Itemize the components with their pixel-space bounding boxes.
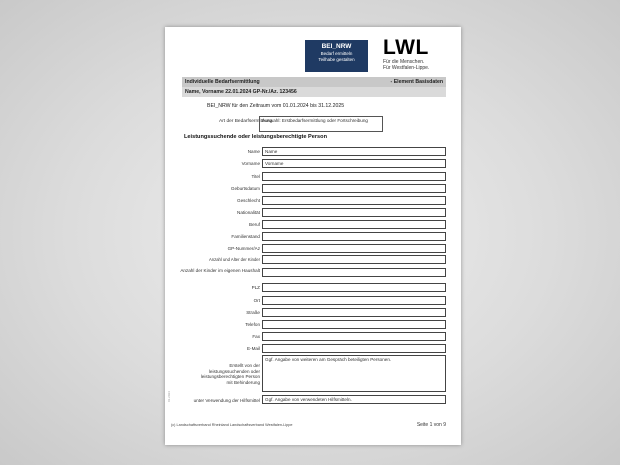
hilfsmittel-field[interactable]: Ggf. Angabe von verwendeten Hilfsmitteln. — [262, 395, 446, 404]
document-page — [165, 27, 461, 445]
label-plz: PLZ — [251, 285, 260, 290]
label-geschlecht: Geschlecht — [237, 198, 260, 203]
bei-nrw-logo — [305, 40, 368, 72]
geschlecht-field[interactable] — [262, 196, 446, 205]
lwl-logo-mark: LWL — [383, 36, 429, 59]
label-geburtsdatum: Geburtsdatum — [230, 186, 260, 191]
bei-logo-title: BEI_NRW — [321, 43, 352, 50]
label-kinder-haushalt: Anzahl der Kinder im eigenen Haushalt — [180, 268, 260, 273]
kinder-alter-field[interactable] — [262, 255, 446, 264]
strasse-field[interactable] — [262, 308, 446, 317]
label-erstellt: Erstellt von der leistungssuchenden oder leistungsberechtigten Person mit Behinderung — [200, 363, 260, 385]
bei-logo-line1: Bedarf ermitteln — [320, 51, 353, 56]
familienstand-field[interactable] — [262, 232, 446, 241]
nationalitaet-field[interactable] — [262, 208, 446, 217]
header-name-bar — [182, 87, 446, 97]
header-title: Individuelle Bedarfsermittlung — [185, 79, 260, 85]
name-field[interactable]: Name — [262, 147, 446, 156]
kinder-haushalt-field[interactable] — [262, 268, 446, 277]
label-kinder-alter: Anzahl und Alter der Kinder — [209, 257, 260, 262]
telefon-field[interactable] — [262, 320, 446, 329]
lwl-logo-line2: Für Westfalen-Lippe. — [383, 65, 430, 71]
vorname-field[interactable]: Vorname — [262, 159, 446, 168]
gp-nummer-field[interactable] — [262, 244, 446, 253]
label-fax: Fax — [252, 334, 260, 339]
header-bar — [182, 77, 446, 87]
label-email: E-Mail — [246, 346, 260, 351]
erstellt-field[interactable]: Ggf. Angabe von weiteren am Gespräch beteiligten Personen. — [262, 355, 446, 392]
footer-page-number: Seite 1 von 9 — [416, 422, 446, 428]
label-titel: Titel — [251, 174, 260, 179]
label-nationalitaet: Nationalität — [237, 210, 260, 215]
fax-field[interactable] — [262, 332, 446, 341]
label-hilfsmittel: unter Verwendung der Hilfsmittel — [193, 398, 260, 403]
header-element: - Element Basisdaten — [390, 79, 443, 85]
plz-field[interactable] — [262, 283, 446, 292]
lwl-logo-line1: Für die Menschen. — [383, 59, 425, 65]
email-field[interactable] — [262, 344, 446, 353]
label-vorname: Vorname — [241, 161, 260, 166]
footer-copyright: (c) Landschaftsverband Rheinland Landschaftsverband Westfalen-Lippe — [171, 423, 293, 427]
beruf-field[interactable] — [262, 220, 446, 229]
art-label: Art der Bedarfsermittlung — [219, 119, 273, 124]
art-field[interactable]: Auswahl: Erstbedarfsermittlung oder Fortschreibung — [259, 116, 383, 132]
label-ort: Ort — [253, 298, 260, 303]
geburtsdatum-field[interactable] — [262, 184, 446, 193]
label-strasse: Straße — [246, 310, 260, 315]
lwl-logo — [383, 37, 457, 71]
label-beruf: Beruf — [249, 222, 260, 227]
label-familienstand: Familienstand — [231, 234, 260, 239]
zeitraum-line: BEI_NRW für den Zeitraum vom 01.01.2024 bis 31.12.2025 — [207, 103, 345, 109]
titel-field[interactable] — [262, 172, 446, 181]
bei-logo-line2: Teilhabe gestalten — [318, 56, 355, 62]
label-gp-nummer: GP-Nummer/Az — [227, 246, 260, 251]
ort-field[interactable] — [262, 296, 446, 305]
label-name: Name — [247, 149, 260, 154]
side-code: 01.2024 — [167, 391, 171, 402]
label-telefon: Telefon — [245, 322, 260, 327]
header-name-line: Name, Vorname 22.01.2024 GP-Nr./Az. 123456 — [185, 89, 297, 95]
section-title: Leistungssuchende oder leistungsberechtigte Person — [184, 134, 327, 140]
